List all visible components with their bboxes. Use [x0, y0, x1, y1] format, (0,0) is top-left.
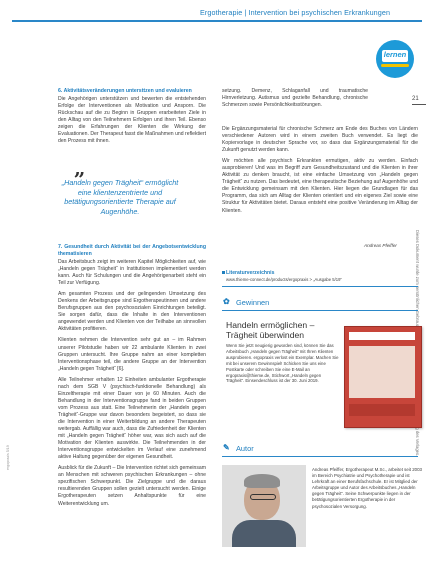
section6-heading: 6. Aktivitätsveränderungen untersttzen und evaluieren — [58, 88, 192, 94]
page-number-rule — [412, 104, 426, 105]
book-cover-strip — [349, 404, 415, 416]
page-number: 21 — [412, 96, 419, 102]
author-box-rule — [222, 456, 418, 457]
book-cover-image — [349, 346, 415, 398]
literature-heading: Literaturverzeichnis — [226, 270, 275, 276]
literature-bullet-icon — [222, 271, 225, 274]
literature-link[interactable]: www.thieme-connect.de/products/ergopraxis > „Ausgabe 5/19“ — [226, 277, 342, 282]
lernen-badge-label: lernen — [383, 50, 407, 59]
section7-paragraph: Klienten nehmen die Intervention sehr gut an – im Rahmen unserer Pilotstudie haben wir 22 ambulante Klienten in zwei Gruppen untersucht. Ihre Gruppe nahm an einer kompletten Interventionsphase teil, die andere Gruppe an der Intervention „Handeln gegen Trägheit“ [6]. — [58, 337, 206, 372]
author-photo-glasses — [250, 494, 276, 500]
win-box-rule — [222, 310, 418, 311]
quote-mark-icon: „ — [74, 156, 86, 180]
header-title: Ergotherapie | Intervention bei psychischen Erkrankungen — [200, 8, 391, 17]
author-box-label: Autor — [236, 444, 254, 453]
left-column-bottom — [58, 244, 206, 564]
right-column-body — [222, 126, 418, 240]
pull-quote: „Handeln gegen Trägheit“ ermöglicht eine klientenzentrierte und betätigungsorientierte Therapie auf Augenhöhe. — [61, 178, 179, 216]
author-bio: Andreas Pfeiffer, Ergotherapeut M.Sc., arbeitet seit 2003 im Bereich Psychiatrie und Psychotherapie und ist Lehrkraft an einer Berufsfachschule. Er ist Mitglied der Arbeitsgruppe und Autor des Arbeitsbuches „Handeln gegen Trägheit“. Seine Schwerpunkte liegen in der betätigungsorientierten Ergotherapie in der psychosozialen Versorgung. — [312, 467, 422, 509]
win-box-title: Handeln ermöglichen – Trägheit überwinden — [226, 320, 315, 341]
section7-paragraph: Ausblick für die Zukunft – Die Intervention richtet sich gemeinsam an Menschen mit schweren psychischen Erkrankungen – ohne spezifischen Schwerpunkt. Die Zielgruppe und die daraus resultierenden Gruppen sollen gezielt untersucht werden. Einige Ergotherapeuten setzen Anhaltspunkte für eine Weiterentwicklung um. — [58, 465, 206, 507]
right-paragraph: Die Ergänzungsmaterial für chronische Schmerz am Ende des Buches von Ländern verschiedener Autoren wird in einem zweiten Buch verwendet. Es liegt die Kopiervorlage in deutscher Sprache vor, so dass das Ergänzungsmaterial für die Zukunft genutzt werden kann. — [222, 126, 418, 154]
author-photo-hair — [244, 474, 280, 488]
author-photo-body — [232, 520, 296, 547]
section7-paragraph: Am gesamten Prozess und der gelingenden Umsetzung des Denkens der Arbeitsgruppe sind Ergotherapeutinnen und andere Berufsgruppen aus den psychosozialen Einrichtungen beteiligt. Sie sorgen dafür, dass die Inhalte in den Interventionen angewendet werden und Klienten von der Teilhabe an sinnvollen Aktivitäten profitieren. — [58, 291, 206, 333]
book-cover-title-panel — [349, 332, 415, 340]
author-signature: Andreas Pfeiffer — [364, 243, 397, 248]
gift-icon: ✿ — [223, 297, 230, 306]
issue-label: ergopraxis 5/19 — [6, 445, 10, 470]
right-column-top — [222, 88, 368, 113]
pen-icon: ✎ — [223, 443, 230, 452]
win-box-label: Gewinnen — [236, 298, 270, 307]
section7-paragraph: Alle Teilnehmer erhalten 12 Einheiten ambulanter Ergotherapie nach dem SGB V (psychisch-funktionelle Behandlung) als Einzeltherapie mit einer Dauer von je 60 Minuten. Auch die Behandlung in der Interventionsgruppe fand in beiden Gruppen vom Prozess aus statt. Eine Teilnehmerin der „Handeln gegen Trägheit“-Gruppe war davon besonders begeistert, so dass sie die Intervention in einer Weiterbildung an andere Therapeuten weitergab. Auffällig war auch, dass die Zufriedenheit der Klienten mit „Handeln gegen Trägheit“ höher war, was sich auch auf die Motivation der Klienten auswirkte. Die Teilnehmenden in der Interventionsgruppe entwickelten im Verlauf eine zunehmend aktive Haltung gegenüber der eigenen Gesundheit. — [58, 376, 206, 461]
right-paragraph: setzung. Demenz, Schlaganfall und traumatische Hirnverletzung. Autismus und gezielte Behandlung, chronische Schmerzen sowie Persönlichkeitsstörungen. — [222, 88, 368, 109]
left-column-top — [58, 88, 206, 149]
literature-rule — [222, 286, 418, 287]
section7-heading: 7. Gesundheit durch Aktivität bei der Angebotsentwicklung thematisieren — [58, 244, 206, 257]
header-rule — [12, 20, 422, 22]
lernen-badge-wave — [381, 64, 409, 67]
section6-text: Die Angehörigen unterstützen und bewerten die entstehenden Erfolge der Interventionen als Motivation und Ansporn. Die Rückschau auf die zu Beginn in Gruppen erarbeiteten Ziele in den Alltag von den Teilnehmern Erfolgen und ihren Teil. Ebenso zeigen die Erfahrungen der Klienten die Wirkung der Evaluationen. Der Therapeut fasst die Maßnahmen und reflektiert den Prozess mit ihnen. — [58, 96, 206, 145]
win-box-text: Wenn Sie jetzt neugierig geworden sind, können Sie das Arbeitsbuch „Handeln gegen Trägheit“ mit Ihren Klienten ausprobieren. ergopraxis verlost ein Exemplar. Machen Sie mit bei unserem Gewinnspiel! Schicken Sie uns eine Postkarte oder schreiben Sie eine E-Mail an ergopraxis@thieme.de, Stichwort „Handeln gegen Trägheit“. Einsendeschluss ist der 30. Juni 2019. — [226, 343, 339, 384]
section7-paragraph: Das Arbeitsbuch zeigt im weiteren Kapitel Möglichkeiten auf, wie „Handeln gegen Trägheit“ in Institutionen implementiert werden kann. Auch für Schulungen und die Angehörigenarbeit steht ein Teil zur Verfügung. — [58, 259, 206, 287]
right-paragraph: Wir möchten alle psychisch Erkrankten ermutigen, aktiv zu werden. Einfach ausprobieren! Und was im Begriff zum Gesundheitszustand und die Klienten in ihrer Aktivität zu denken braucht, ist eine einfache Umsetzung von „Handeln gegen Trägheit“ zu nutzen. Das bedeutet, eine therapeutische Beziehung auf Augenhöhe und die Entwicklung gemeinsam mit den Klienten. Hier liegen die Grundlagen für das Programm, das sich am Alltag der Klienten orientiert und ein eigenes Ziel sowie eine Struktur für Aktivitäten bietet. Daraus entsteht eine positive Veränderung im Alltag der Klienten. — [222, 158, 418, 214]
